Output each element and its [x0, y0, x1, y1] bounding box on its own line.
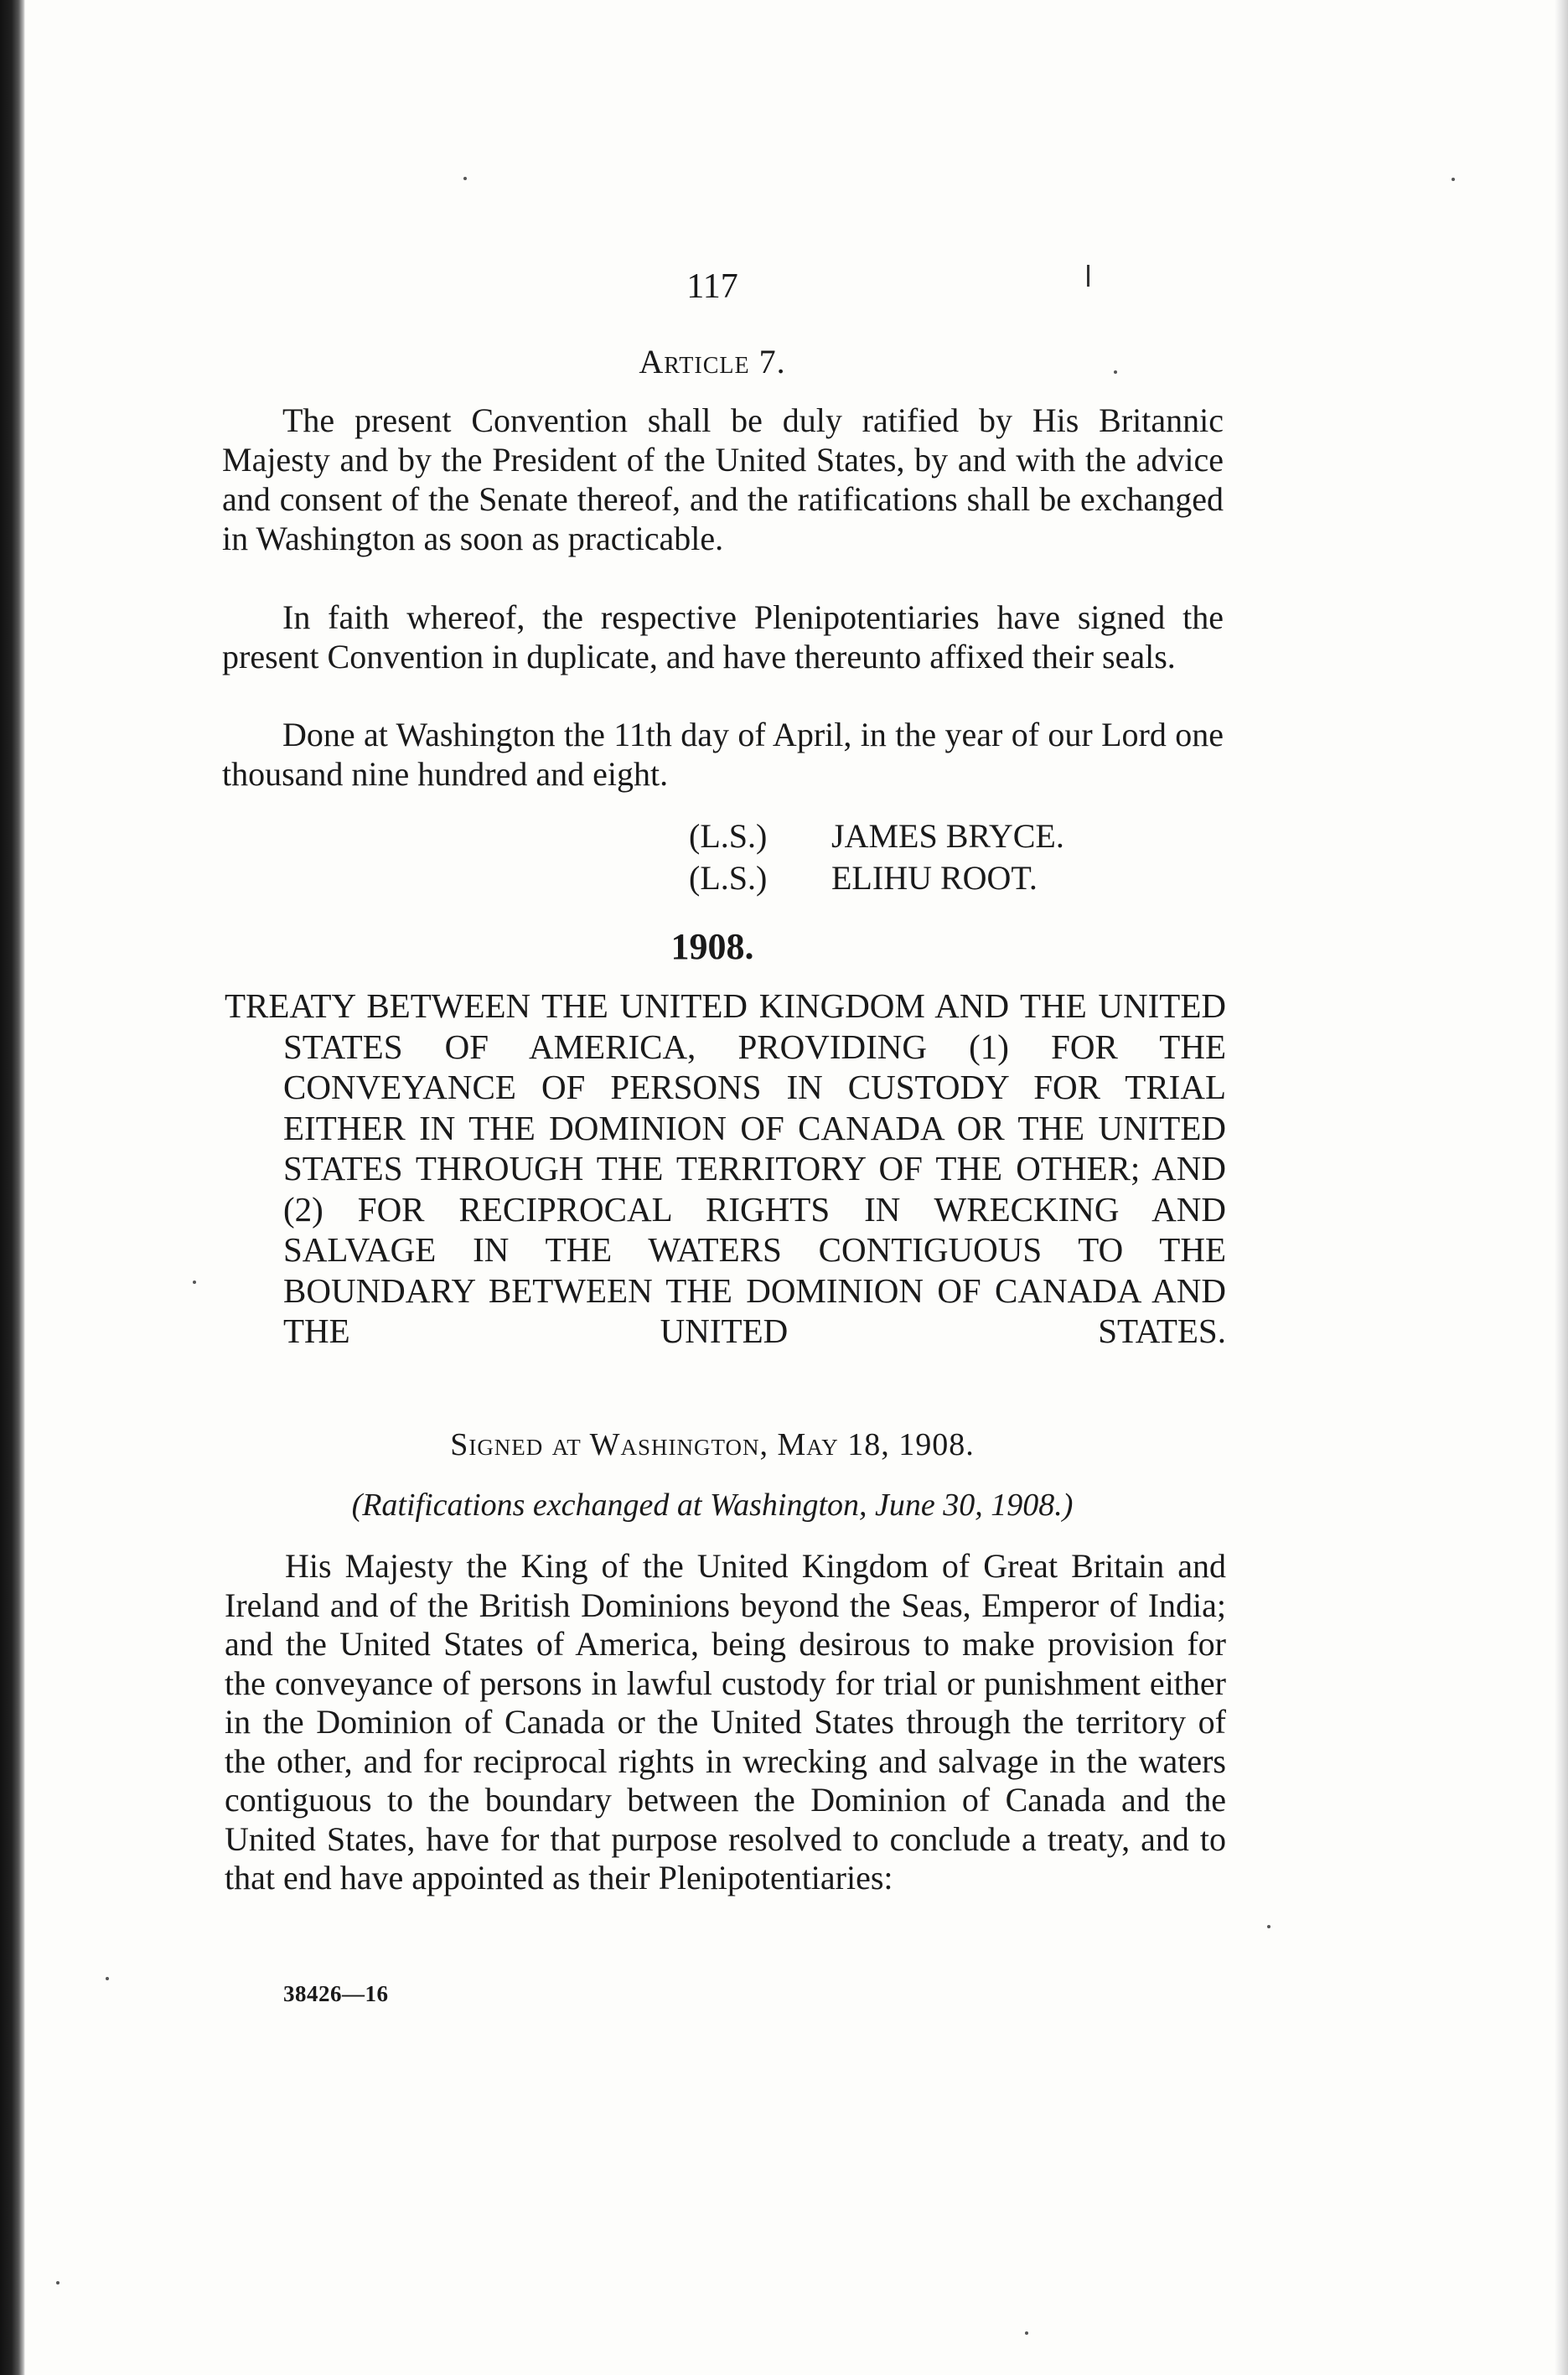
signature-line	[689, 816, 1064, 856]
scan-speck	[56, 2281, 60, 2284]
scan-mark	[1087, 265, 1089, 287]
scan-speck	[1267, 1925, 1270, 1928]
article-paragraph-in-faith: In faith whereof, the respective Plenipotentiaries have signed the present Convention in duplicate, and have thereunto affixed their seals.	[222, 598, 1224, 675]
scan-speck	[1452, 178, 1455, 181]
article-paragraph-done-at: Done at Washington the 11th day of April, in the year of our Lord one thousand nine hundred and eight.	[222, 716, 1224, 793]
treaty-title-text: TREATY BETWEEN THE UNITED KINGDOM AND THE UNITED STATES OF AMERICA, PROVIDING (1) FOR THE CONVEYANCE OF PERSONS IN CUSTODY FOR TRIAL EITHER IN THE DOMINION OF CANADA OR THE UNITED STATES THROUGH THE TERRITORY OF THE OTHER; AND (2) FOR RECIPROCAL RIGHTS IN WRECKING AND SALVAGE IN THE WATERS CONTIGUOUS TO THE BOUNDARY BETWEEN THE DOMINION OF CANADA AND THE UNITED STATES.	[225, 986, 1226, 1350]
page-number: 117	[686, 267, 738, 306]
footer-code: 38426—16	[283, 1981, 389, 2006]
scan-speck	[463, 177, 467, 180]
treaty-title	[225, 986, 1226, 1352]
scan-speck	[193, 1281, 196, 1284]
signature-line	[689, 858, 1038, 898]
seal-label: (L.S.)	[689, 817, 768, 855]
scan-speck	[1025, 2331, 1028, 2335]
ratification-note: (Ratifications exchanged at Washington, June 30, 1908.)	[351, 1488, 1074, 1523]
scan-right-edge	[1555, 0, 1568, 2375]
seal-label: (L.S.)	[689, 859, 768, 897]
year-heading: 1908.	[670, 926, 754, 967]
signed-line: Signed at Washington, May 18, 1908.	[450, 1427, 975, 1462]
scan-speck	[106, 1977, 109, 1980]
article-paragraph-ratification: The present Convention shall be duly ratified by His Britannic Majesty and by the President of the United States, by and with the advice and consent of the Senate thereof, and the ratifications shall be exchanged in Washington as soon as practicable.	[222, 401, 1224, 557]
article-heading: Article 7.	[639, 343, 786, 380]
signatory-name: ELIHU ROOT.	[831, 859, 1038, 897]
signatory-name: JAMES BRYCE.	[831, 817, 1064, 855]
preamble-paragraph: His Majesty the King of the United Kingdom of Great Britain and Ireland and of the British Dominions beyond the Seas, Emperor of India; and the United States of America, being desirous to make provision for the conveyance of persons in lawful custody for trial or punishment either in the Dominion of Canada or the United States through the territory of the other, and for reciprocal rights in wrecking and salvage in the waters contiguous to the boundary between the Dominion of Canada and the United States, have for that purpose resolved to conclude a treaty, and to that end have appointed as their Plenipotentiaries:	[225, 1547, 1226, 1896]
